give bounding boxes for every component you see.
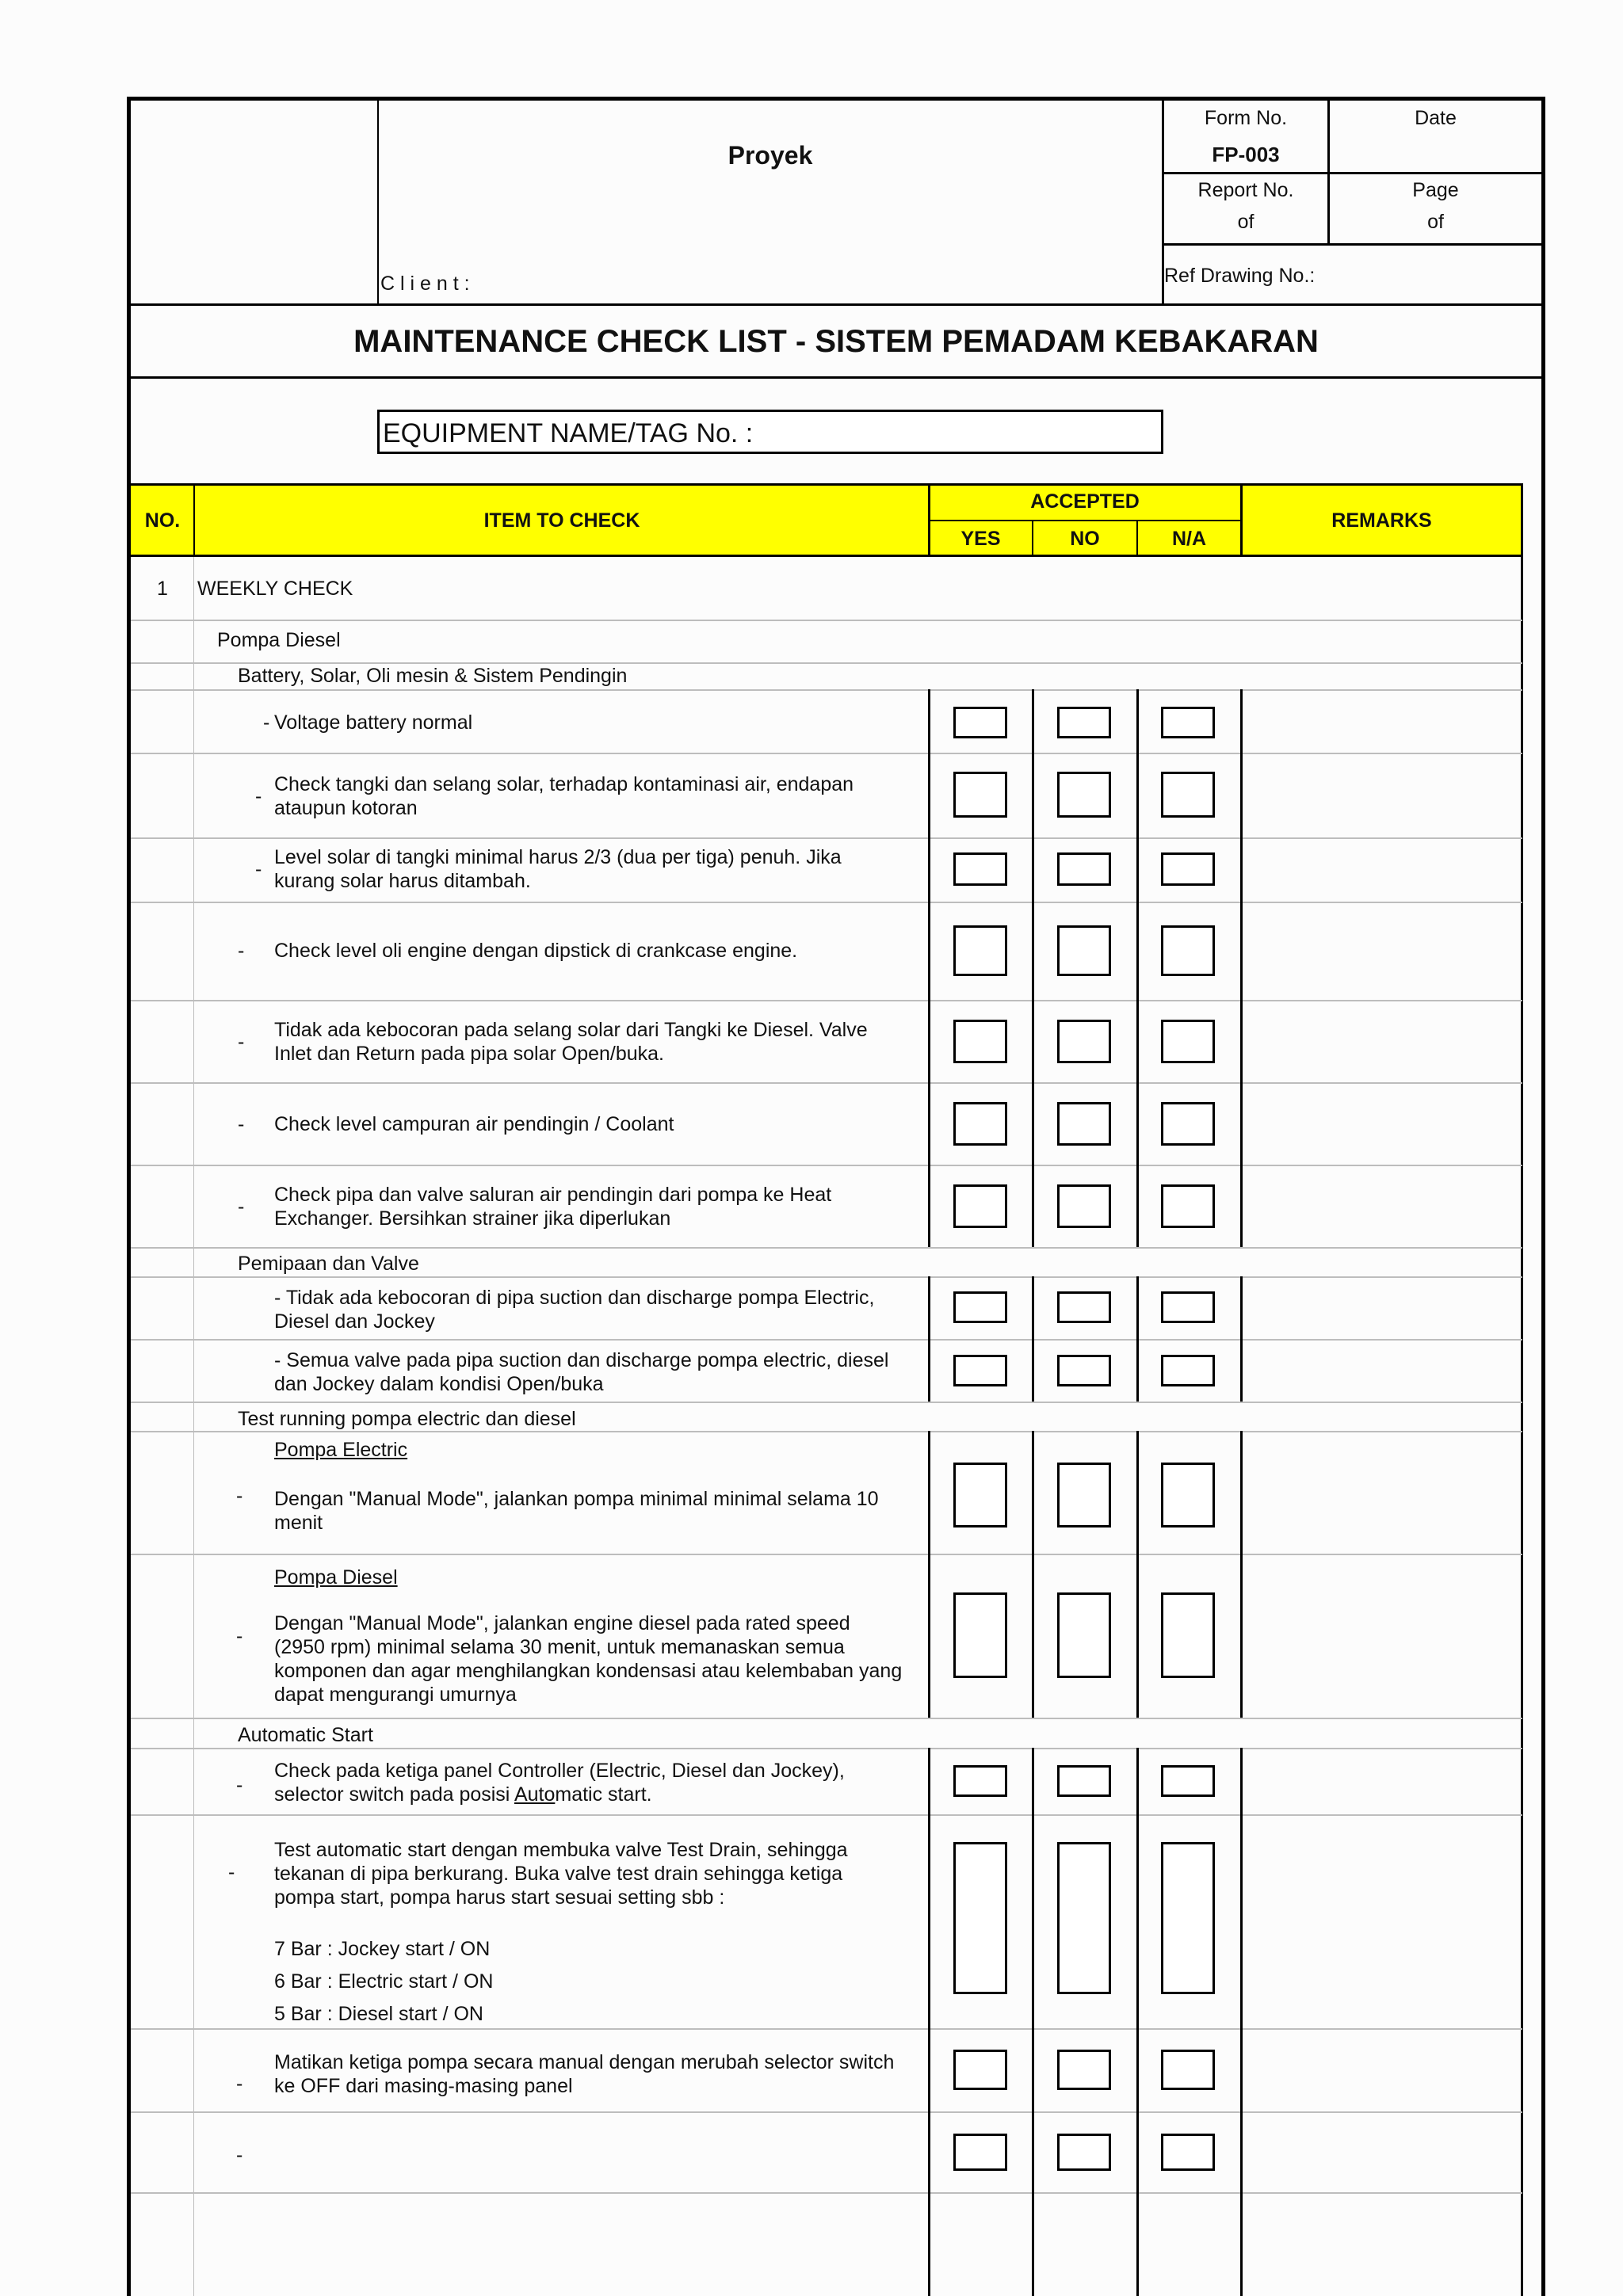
checkbox-na[interactable] xyxy=(1161,1592,1215,1678)
item-auto-panel-2 xyxy=(274,1783,652,1806)
border-left xyxy=(127,97,131,2296)
option-divider xyxy=(1136,1082,1139,1165)
col-yes: YES xyxy=(960,528,1001,550)
page-of: of xyxy=(1427,211,1444,233)
item-coolant: Check level campuran air pendingin / Coolant xyxy=(274,1113,674,1135)
item-kebocoran-1: Tidak ada kebocoran pada selang solar dari Tangki ke Diesel. Valve xyxy=(274,1019,868,1041)
row-divider xyxy=(131,620,1522,621)
checkbox-no[interactable] xyxy=(1057,2050,1111,2090)
checkbox-no[interactable] xyxy=(1057,707,1111,738)
date-label: Date xyxy=(1415,107,1457,129)
col-item: ITEM TO CHECK xyxy=(483,509,640,532)
checkbox-no[interactable] xyxy=(1057,1020,1111,1063)
ref-drawing-label: Ref Drawing No.: xyxy=(1164,265,1316,287)
option-divider xyxy=(1240,753,1243,837)
option-divider xyxy=(1136,1554,1139,1718)
option-divider xyxy=(1032,1554,1034,1718)
checkbox-na[interactable] xyxy=(1161,1842,1215,1994)
option-divider xyxy=(1240,1082,1243,1165)
item-diesel-4: dapat mengurangi umurnya xyxy=(274,1684,517,1706)
checkbox-yes[interactable] xyxy=(953,1463,1007,1527)
item-kebocoran-2: Inlet dan Return pada pipa solar Open/buka. xyxy=(274,1043,665,1065)
checkbox-yes[interactable] xyxy=(953,925,1007,976)
col-na: N/A xyxy=(1171,528,1207,550)
option-divider xyxy=(928,1082,930,1165)
option-divider xyxy=(1032,1748,1034,1814)
row-divider xyxy=(131,1276,1522,1278)
th-sub xyxy=(929,520,1241,521)
row-divider xyxy=(131,902,1522,903)
item-tangki-1: Check tangki dan selang solar, terhadap kontaminasi air, endapan xyxy=(274,773,854,795)
checkbox-yes[interactable] xyxy=(953,1102,1007,1146)
th-top xyxy=(131,483,1522,486)
item-tangki-2: ataupun kotoran xyxy=(274,797,418,819)
option-divider xyxy=(1032,902,1034,1000)
option-divider xyxy=(1240,1554,1243,1718)
col-divider xyxy=(193,557,194,2296)
item-dash: - xyxy=(236,2073,243,2095)
page-title: MAINTENANCE CHECK LIST - SISTEM PEMADAM KEBAKARAN xyxy=(353,324,1319,359)
option-divider xyxy=(1136,689,1139,753)
checkbox-no[interactable] xyxy=(1057,772,1111,818)
item-matikan-2: ke OFF dari masing-masing panel xyxy=(274,2075,573,2097)
checkbox-yes[interactable] xyxy=(953,772,1007,818)
item-dash: - xyxy=(236,1625,243,1647)
checkbox-yes[interactable] xyxy=(953,2134,1007,2171)
checkbox-yes[interactable] xyxy=(953,1592,1007,1678)
auto-panel-text: selector switch pada posisi xyxy=(274,1783,514,1806)
option-divider xyxy=(928,2111,930,2192)
option-divider xyxy=(1136,2028,1139,2111)
row-divider xyxy=(131,1718,1522,1719)
option-divider xyxy=(1240,689,1243,753)
option-divider xyxy=(1032,1431,1034,1554)
row-divider xyxy=(131,2192,1522,2194)
section-title: WEEKLY CHECK xyxy=(197,578,353,600)
item-diesel-2: (2950 rpm) minimal selama 30 menit, untuk memanaskan semua xyxy=(274,1636,845,1658)
header-row2 xyxy=(1162,243,1542,246)
row-divider xyxy=(131,1402,1522,1403)
group-battery: Battery, Solar, Oli mesin & Sistem Pendingin xyxy=(238,665,628,687)
item-dash: - xyxy=(238,1113,245,1135)
item-auto-panel-1: Check pada ketiga panel Controller (Electric, Diesel dan Jockey), xyxy=(274,1760,845,1782)
project-label: Proyek xyxy=(727,141,813,170)
option-divider xyxy=(1032,1276,1034,1339)
option-divider xyxy=(1032,753,1034,837)
page-label: Page xyxy=(1412,179,1459,201)
checkbox-na[interactable] xyxy=(1161,1463,1215,1527)
item-auto-test-2: tekanan di pipa berkurang. Buka valve test drain sehingga ketiga xyxy=(274,1863,843,1885)
checkbox-na[interactable] xyxy=(1161,1291,1215,1323)
item-dash: - xyxy=(236,1774,243,1796)
option-divider xyxy=(1136,2192,1139,2296)
option-divider xyxy=(928,837,930,902)
option-divider xyxy=(1240,1276,1243,1339)
item-auto-test-1: Test automatic start dengan membuka valve Test Drain, sehingga xyxy=(274,1839,848,1861)
option-divider xyxy=(1136,1814,1139,2028)
option-divider xyxy=(928,1748,930,1814)
option-divider xyxy=(1240,1431,1243,1554)
option-divider xyxy=(1032,1000,1034,1082)
item-oli: Check level oli engine dengan dipstick di crankcase engine. xyxy=(274,940,798,962)
option-divider xyxy=(1136,902,1139,1000)
item-auto-test-4: 7 Bar : Jockey start / ON xyxy=(274,1938,491,1960)
auto-panel-underline: Auto xyxy=(514,1783,556,1806)
checkbox-no[interactable] xyxy=(1057,1842,1111,1994)
row-divider xyxy=(131,2111,1522,2113)
checkbox-no[interactable] xyxy=(1057,2134,1111,2171)
item-pipa-pendingin-1: Check pipa dan valve saluran air pendingin dari pompa ke Heat xyxy=(274,1184,832,1206)
item-suction-2: Diesel dan Jockey xyxy=(274,1310,435,1333)
subgroup-pompa-diesel: Pompa Diesel xyxy=(274,1566,398,1589)
form-no-label: Form No. xyxy=(1204,107,1288,129)
group-pompa-diesel: Pompa Diesel xyxy=(217,629,341,651)
header-bottom xyxy=(131,303,1541,306)
checkbox-no[interactable] xyxy=(1057,1102,1111,1146)
item-diesel-3: komponen dan agar menghilangkan kondensasi atau kelembaban yang xyxy=(274,1660,903,1682)
checkbox-na[interactable] xyxy=(1161,1102,1215,1146)
option-divider xyxy=(1032,2028,1034,2111)
equipment-field[interactable] xyxy=(377,410,1163,454)
option-divider xyxy=(928,1554,930,1718)
checkbox-na[interactable] xyxy=(1161,2050,1215,2090)
option-divider xyxy=(1240,2192,1243,2296)
option-divider xyxy=(1136,2111,1139,2192)
checkbox-na[interactable] xyxy=(1161,1765,1215,1797)
item-dash: - xyxy=(263,711,270,734)
item-auto-test-5: 6 Bar : Electric start / ON xyxy=(274,1970,494,1993)
option-divider xyxy=(928,2028,930,2111)
item-dash: - xyxy=(228,1861,235,1883)
checkbox-na[interactable] xyxy=(1161,852,1215,886)
checkbox-yes[interactable] xyxy=(953,1765,1007,1797)
option-divider xyxy=(1136,837,1139,902)
option-divider xyxy=(1032,1082,1034,1165)
th-v2 xyxy=(928,483,930,556)
checkbox-no[interactable] xyxy=(1057,925,1111,976)
option-divider xyxy=(1032,837,1034,902)
option-divider xyxy=(928,1431,930,1554)
option-divider xyxy=(1032,2192,1034,2296)
option-divider xyxy=(1136,1431,1139,1554)
item-auto-test-3: pompa start, pompa harus start sesuai setting sbb : xyxy=(274,1886,725,1909)
item-dash: - xyxy=(238,940,245,962)
item-electric-1: Dengan "Manual Mode", jalankan pompa minimal minimal selama 10 xyxy=(274,1488,879,1510)
option-divider xyxy=(1136,753,1139,837)
checkbox-yes[interactable] xyxy=(953,1184,1007,1228)
checkbox-no[interactable] xyxy=(1057,1592,1111,1678)
checkbox-no[interactable] xyxy=(1057,1184,1111,1228)
option-divider xyxy=(1136,1165,1139,1247)
item-dash: - xyxy=(236,2144,243,2166)
checkbox-na[interactable] xyxy=(1161,2134,1215,2171)
report-of: of xyxy=(1237,211,1254,233)
option-divider xyxy=(1240,837,1243,902)
item-dash: - xyxy=(255,785,262,807)
border-top xyxy=(127,97,1545,101)
item-auto-test-6: 5 Bar : Diesel start / ON xyxy=(274,2003,483,2025)
checkbox-na[interactable] xyxy=(1161,1020,1215,1063)
form-no-value: FP-003 xyxy=(1212,143,1280,166)
option-divider xyxy=(928,1276,930,1339)
th-v1 xyxy=(193,483,195,556)
row-divider xyxy=(131,1165,1522,1166)
option-divider xyxy=(1032,1165,1034,1247)
col-accepted: ACCEPTED xyxy=(1030,490,1140,513)
row-divider xyxy=(131,689,1522,691)
option-divider xyxy=(928,1000,930,1082)
th-bottom xyxy=(131,555,1522,557)
option-divider xyxy=(928,689,930,753)
item-pipa-pendingin-2: Exchanger. Bersihkan strainer jika diperlukan xyxy=(274,1207,671,1230)
option-divider xyxy=(928,2192,930,2296)
th-v4 xyxy=(1136,520,1138,556)
equipment-label: EQUIPMENT NAME/TAG No. : xyxy=(383,418,754,448)
checkbox-no[interactable] xyxy=(1057,1355,1111,1386)
client-label: C l i e n t : xyxy=(380,273,470,295)
header-col1 xyxy=(377,101,379,305)
row-divider xyxy=(131,1247,1522,1249)
row-divider xyxy=(131,753,1522,754)
option-divider xyxy=(1136,1748,1139,1814)
row-divider xyxy=(131,2028,1522,2030)
option-divider xyxy=(1240,1748,1243,1814)
option-divider xyxy=(1032,1339,1034,1402)
item-voltage: Voltage battery normal xyxy=(274,711,473,734)
item-dash: - xyxy=(238,1031,245,1053)
checkbox-yes[interactable] xyxy=(953,1355,1007,1386)
option-divider xyxy=(1240,1339,1243,1402)
section-number: 1 xyxy=(157,578,168,600)
col-remarks: REMARKS xyxy=(1331,509,1432,532)
checkbox-yes[interactable] xyxy=(953,852,1007,886)
header-row1 xyxy=(1162,172,1542,174)
item-electric-2: menit xyxy=(274,1512,323,1534)
report-no-label: Report No. xyxy=(1197,179,1294,201)
item-dash: - xyxy=(255,858,262,880)
row-divider xyxy=(131,1748,1522,1749)
item-level-solar-2: kurang solar harus ditambah. xyxy=(274,870,531,892)
checkbox-no[interactable] xyxy=(1057,852,1111,886)
option-divider xyxy=(1240,2111,1243,2192)
subgroup-pompa-electric: Pompa Electric xyxy=(274,1439,408,1461)
checkbox-na[interactable] xyxy=(1161,1355,1215,1386)
row-divider xyxy=(131,1000,1522,1001)
col-no: NO. xyxy=(144,509,181,532)
border-right xyxy=(1541,97,1545,2296)
checkbox-na[interactable] xyxy=(1161,925,1215,976)
option-divider xyxy=(1240,2028,1243,2111)
row-divider xyxy=(131,1554,1522,1555)
option-divider xyxy=(928,1814,930,2028)
item-diesel-1: Dengan "Manual Mode", jalankan engine diesel pada rated speed xyxy=(274,1612,850,1634)
option-divider xyxy=(928,753,930,837)
checkbox-yes[interactable] xyxy=(953,2050,1007,2090)
item-valve-2: dan Jockey dalam kondisi Open/buka xyxy=(274,1373,604,1395)
checkbox-yes[interactable] xyxy=(953,707,1007,738)
th-v5 xyxy=(1240,483,1243,556)
auto-panel-text-end: matic start. xyxy=(555,1783,652,1806)
group-automatic-start: Automatic Start xyxy=(238,1724,373,1746)
option-divider xyxy=(928,902,930,1000)
option-divider xyxy=(1032,689,1034,753)
option-divider xyxy=(1032,2111,1034,2192)
row-divider xyxy=(131,1431,1522,1432)
item-dash: - xyxy=(236,1485,243,1507)
checkbox-yes[interactable] xyxy=(953,1291,1007,1323)
th-v6 xyxy=(1521,483,1523,2296)
col-no-opt: NO xyxy=(1070,528,1100,550)
row-divider xyxy=(131,1082,1522,1084)
item-dash: - xyxy=(238,1196,245,1218)
checkbox-no[interactable] xyxy=(1057,1765,1111,1797)
option-divider xyxy=(1240,1000,1243,1082)
option-divider xyxy=(1136,1000,1139,1082)
th-v3 xyxy=(1032,520,1033,556)
title-bottom xyxy=(131,376,1541,379)
row-divider xyxy=(131,1814,1522,1816)
checkbox-na[interactable] xyxy=(1161,1184,1215,1228)
item-matikan-1: Matikan ketiga pompa secara manual dengan merubah selector switch xyxy=(274,2051,895,2073)
option-divider xyxy=(928,1165,930,1247)
checkbox-no[interactable] xyxy=(1057,1463,1111,1527)
checkbox-yes[interactable] xyxy=(953,1842,1007,1994)
checkbox-na[interactable] xyxy=(1161,772,1215,818)
checkbox-no[interactable] xyxy=(1057,1291,1111,1323)
group-pemipaan: Pemipaan dan Valve xyxy=(238,1253,419,1275)
option-divider xyxy=(1240,902,1243,1000)
checkbox-na[interactable] xyxy=(1161,707,1215,738)
option-divider xyxy=(1240,1814,1243,2028)
option-divider xyxy=(928,1339,930,1402)
item-level-solar-1: Level solar di tangki minimal harus 2/3 (dua per tiga) penuh. Jika xyxy=(274,846,842,868)
item-suction-1: - Tidak ada kebocoran di pipa suction dan discharge pompa Electric, xyxy=(274,1287,875,1309)
row-divider xyxy=(131,1339,1522,1341)
option-divider xyxy=(1136,1276,1139,1339)
row-divider xyxy=(131,837,1522,839)
option-divider xyxy=(1136,1339,1139,1402)
item-valve-1: - Semua valve pada pipa suction dan discharge pompa electric, diesel xyxy=(274,1349,889,1371)
checkbox-yes[interactable] xyxy=(953,1020,1007,1063)
option-divider xyxy=(1032,1814,1034,2028)
option-divider xyxy=(1240,1165,1243,1247)
group-test-running: Test running pompa electric dan diesel xyxy=(238,1408,576,1430)
